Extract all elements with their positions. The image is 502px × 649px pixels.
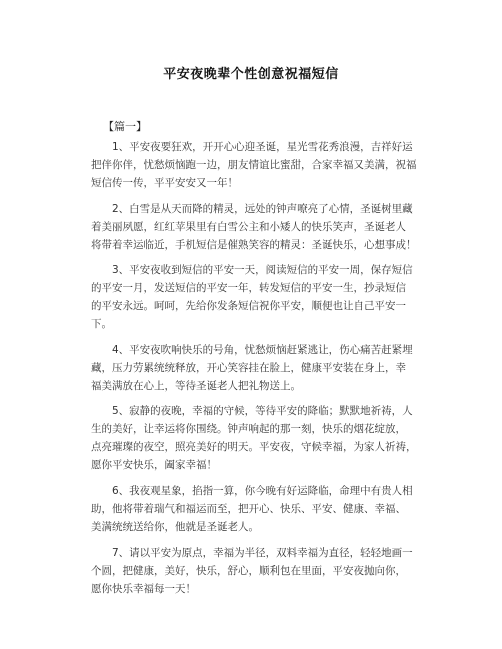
paragraph-line: 点亮璀璨的夜空，照亮美好的明天。平安夜，守候幸福，为家人祈祷， — [91, 441, 417, 453]
document-title: 平安夜晚辈个性创意祝福短信 — [163, 67, 339, 82]
paragraph-line: 助，他将带着瑞气和福运而至，把开心、快乐、平安、健康、幸福、 — [91, 503, 406, 515]
paragraph-5 — [91, 402, 431, 474]
paragraph-1 — [91, 138, 431, 192]
paragraph-line: 的平安一月，发送短信的平安一年，转发短信的平安一生，抄录短信 — [91, 282, 406, 294]
paragraph-line: 下。 — [91, 318, 112, 330]
paragraph-line: 个圆，把健康，美好，快乐，舒心，顺利包在里面，平安夜抛向你， — [91, 565, 406, 577]
paragraph-line: 着美丽夙愿，红红苹果里有白雪公主和小矮人的快乐笑声，圣诞老人 — [91, 221, 406, 233]
paragraph-6 — [91, 482, 431, 536]
paragraph-line: 2、白雪是从天而降的精灵，远处的钟声嘹亮了心情，圣诞树里藏 — [112, 203, 413, 215]
paragraph-4 — [91, 341, 431, 395]
paragraph-7 — [91, 544, 431, 598]
paragraph-line: 4、平安夜吹响快乐的号角，忧愁烦恼赶紧逃让，伤心痛苦赶紧埋 — [112, 344, 413, 356]
paragraph-line: 把伴你伴，忧愁烦恼跑一边，朋友情谊比蜜甜，合家幸福又美满，祝福 — [91, 159, 417, 171]
paragraph-3 — [91, 261, 431, 333]
paragraph-line: 生的美好，让幸运将你围绕。钟声响起的那一刻，快乐的烟花绽放， — [91, 423, 406, 435]
paragraph-line: 愿你快乐幸福每一天！ — [91, 583, 196, 595]
section-label: 【篇一】 — [103, 120, 147, 133]
paragraph-line: 福美满放在心上，等待圣诞老人把礼物送上。 — [91, 380, 301, 392]
paragraph-line: 的平安永远。呵呵，先给你发条短信祝你平安，顺便也让自己平安一 — [91, 300, 406, 312]
paragraph-line: 1、平安夜要狂欢，开开心心迎圣诞，星光雪花秀浪漫，吉祥好运 — [112, 141, 413, 153]
paragraph-2 — [91, 200, 431, 254]
paragraph-line: 3、平安夜收到短信的平安一天，阅读短信的平安一周，保存短信 — [112, 264, 413, 276]
paragraph-line: 5、寂静的夜晚，幸福的守候，等待平安的降临；默默地祈祷，人 — [112, 405, 413, 417]
paragraph-line: 藏，压力劳累统统释放，开心笑容挂在脸上，健康平安装在身上，幸 — [91, 362, 406, 374]
paragraph-line: 愿你平安快乐，阖家幸福！ — [91, 459, 217, 471]
paragraph-line: 短信传一传，平平安安又一年！ — [91, 177, 238, 189]
paragraph-line: 6、我夜观星象，掐指一算，你今晚有好运降临，命理中有贵人相 — [112, 485, 413, 497]
paragraph-line: 美满统统送给你，他就是圣诞老人。 — [91, 521, 259, 533]
paragraph-line: 7、请以平安为原点，幸福为半径，双料幸福为直径，轻轻地画一 — [112, 547, 413, 559]
paragraph-line: 将带着幸运临近，手机短信是催熟笑容的精灵：圣诞快乐，心想事成！ — [91, 239, 417, 251]
